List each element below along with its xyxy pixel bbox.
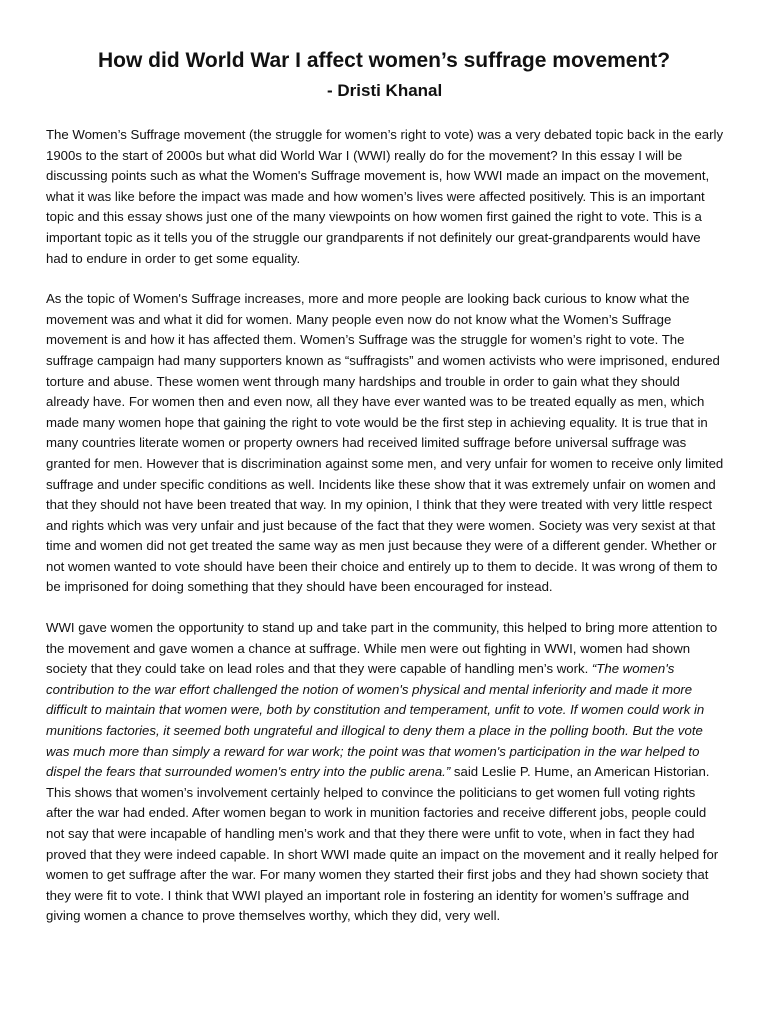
essay-body — [46, 125, 724, 927]
historian-quote: “The women's contribution to the war effort challenged the notion of women's physical and mental inferiority and made it more difficult to maintain that women were, both by constitution and temperament, unfit to vote. If women could work in munitions factories, it seemed both ungrateful and illogical to deny them a place in the polling booth. But the vote was much more than simply a reward for war work; the point was that women's participation in the war helped to dispel the fears that surrounded women's entry into the public arena.” — [46, 661, 705, 780]
paragraph-wwi-impact-conclusion: said Leslie P. Hume, an American Historian. This shows that women’s involvement certainly helped to convince the politicians to get women full voting rights after the war had ended. After women began to work in munition factories and receive different jobs, people could not say that were incapable of handling men’s work and that they there were unfit to vote, when in fact they had proved that they were indeed capable. In short WWI made quite an impact on the movement and it really helped for women to get suffrage after the war. For many women they started their first jobs and they had shown society that they were fit to vote. I think that WWI played an important role in fostering an identity for women’s suffrage and giving women a chance to prove themselves worthy, which they did, very well. — [46, 764, 719, 924]
paragraph-wwi-impact-lead: WWI gave women the opportunity to stand up and take part in the community, this helped to bring more attention to the movement and gave women a chance at suffrage. While men were out fighting in WWI, women had shown society that they could take on lead roles and that they were capable of handling men’s work. — [46, 620, 718, 677]
paragraph-background: As the topic of Women's Suffrage increases, more and more people are looking back curious to know what the movement was and what it did for women. Many people even now do not know what the Women’s Suffrage movement is and how it has affected them. Women’s Suffrage was the struggle for women’s right to vote. The suffrage campaign had many supporters known as “suffragists” and women activists who were imprisoned, endured torture and abuse. These women went through many hardships and trouble in order to gain what they should already have. For women then and even now, all they have ever wanted was to be treated equally as men, which made many women hope that gaining the right to vote would be the first step in achieving equality. It is true that in many countries literate women or property owners had received limited suffrage before universal suffrage was granted for men. However that is discrimination against some men, and very unfair for women to receive only limited suffrage and under specific conditions as well. Incidents like these show that it was extremely unfair on women and that they should not have been treated that way. In my opinion, I think that they were treated with very little respect and rights which was very unfair and just because of the fact that they were women. Society was very sexist at that time and women did not get treated the same way as men just because they were of a different gender. Whether or not women wanted to vote should have been their choice and entirely up to them to decide. It was wrong of them to be imprisoned for doing something that they should have been encouraged for instead. — [46, 291, 724, 595]
author-byline: - Dristi Khanal — [327, 81, 443, 100]
paragraph-introduction: The Women’s Suffrage movement (the struggle for women’s right to vote) was a very debated topic back in the early 1900s to the start of 2000s but what did World War I (WWI) really do for the movement? In this essay I will be discussing points such as what the Women's Suffrage movement is, how WWI made an impact on the movement, what it was like before the impact was made and how women’s lives were affected positively. This is an important topic and this essay shows just one of the many viewpoints on how women first gained the right to vote. This is a important topic as it tells you of the struggle our grandparents if not definitely our great-grandparents would have had to endure in order to get some equality. — [46, 127, 724, 266]
paragraph-wwi-impact — [46, 618, 724, 927]
essay-title: How did World War I affect women’s suffrage movement? — [98, 49, 671, 72]
